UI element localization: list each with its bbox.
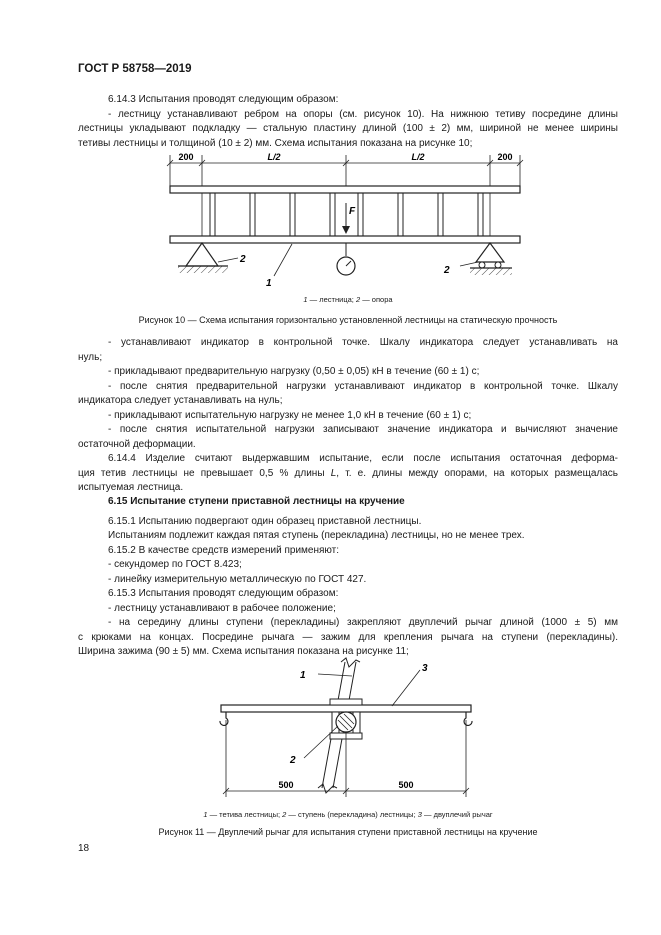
- callout-support-left: 2: [240, 254, 246, 265]
- lever-bar: [221, 705, 471, 712]
- section-heading: 6.15 Испытание ступени приставной лестницы на кручение: [108, 496, 405, 507]
- callout-1: 1: [300, 670, 306, 681]
- figure-10-caption: Рисунок 10 — Схема испытания горизонтально установленной лестницы на статическую прочность: [138, 315, 558, 325]
- paragraph: - устанавливают индикатор в контрольной точке. Шкалу индикатора следует устанавливать на: [108, 337, 618, 348]
- dim-label-l2-left: L/2: [267, 152, 281, 162]
- paragraph: - прикладывают испытательную нагрузку не менее 1,0 кН в течение (60 ± 1) с;: [108, 409, 472, 421]
- force-label: F: [349, 206, 356, 217]
- paragraph: - после снятия предварительной нагрузки устанавливают индикатор в контрольной точке. Шкалу: [108, 380, 618, 392]
- paragraph: нуль;: [78, 351, 103, 363]
- paragraph: - на середину длины ступени (перекладины) закрепляют двуплечий рычаг длиной (1000 ± 5) мм: [108, 617, 618, 628]
- left-hook-icon: [220, 712, 228, 725]
- paragraph: остаточной деформации.: [78, 438, 196, 450]
- paragraph: Испытаниям подлежит каждая пятая ступень (перекладина) лестницы, но не менее трех.: [108, 530, 525, 541]
- figure-11-caption: Рисунок 11 — Двуплечий рычаг для испытания ступени приставной лестницы на кручение: [158, 827, 538, 837]
- dim-label-200-left: 200: [178, 152, 194, 162]
- paragraph: тетивы лестницы и толщиной (10 ± 2) мм. Схема испытания показана на рисунке 10;: [78, 137, 473, 149]
- paragraph: - лестницу устанавливают в рабочее положение;: [108, 602, 336, 614]
- dim-label-200-right: 200: [497, 152, 513, 162]
- figure-11-legend: 1 — тетива лестницы; 2 — ступень (перекладина) лестницы; 3 — двуплечий рычаг: [203, 810, 493, 819]
- paragraph: - линейку измерительную металлическую по ГОСТ 427.: [108, 573, 367, 585]
- paragraph: испытуемая лестница.: [78, 482, 184, 493]
- dim-label-500-left: 500: [278, 780, 294, 790]
- figure-10-legend: 1 — лестница; 2 — опора: [303, 295, 393, 304]
- paragraph: - секундомер по ГОСТ 8.423;: [108, 559, 242, 570]
- right-hook-icon: [464, 712, 472, 725]
- paragraph: 6.15.3 Испытания проводят следующим образом:: [108, 588, 339, 599]
- paragraph: 6.15.2 В качестве средств измерений применяют:: [108, 544, 340, 556]
- paragraph: 6.14.3 Испытания проводят следующим образом:: [108, 94, 339, 105]
- dim-label-500-right: 500: [398, 780, 414, 790]
- paragraph: 6.14.4 Изделие считают выдержавшим испытание, если после испытания остаточная деформа-: [108, 453, 618, 464]
- callout-stile: 1: [266, 278, 272, 289]
- callout-3: 3: [422, 663, 428, 674]
- callout-2: 2: [290, 755, 296, 766]
- paragraph: с крюками на концах. Посредине рычага — зажим для крепления рычага на ступени (перекладины).: [78, 631, 618, 643]
- dim-label-l2-right: L/2: [411, 152, 425, 162]
- paragraph: Ширина зажима (90 ± 5) мм. Схема испытания показана на рисунке 11;: [78, 646, 409, 657]
- page-number: 18: [78, 843, 90, 854]
- paragraph: - после снятия испытательной нагрузки записывают значение индикатора и вычисляют значение: [108, 424, 618, 435]
- paragraph: - прикладывают предварительную нагрузку (0,50 ± 0,05) кН в течение (60 ± 1) с;: [108, 366, 480, 377]
- callout-support-right: 2: [444, 265, 450, 276]
- document-header: ГОСТ Р 58758—2019: [78, 63, 192, 75]
- paragraph: ция тетив лестницы не превышает 0,5 % длины L, т. е. длины между опорами, на которых размещалась: [78, 467, 618, 479]
- paragraph: лестницы укладывают подкладку — стальную пластину длиной (100 ± 2) мм, шириной не менее ширины: [78, 123, 618, 134]
- paragraph: индикатора следует устанавливать на нуль;: [78, 395, 283, 406]
- paragraph: - лестницу устанавливают ребром на опоры (см. рисунок 10). На нижнюю тетиву посредине длины: [108, 108, 618, 120]
- paragraph: 6.15.1 Испытанию подвергают один образец приставной лестницы.: [108, 515, 422, 527]
